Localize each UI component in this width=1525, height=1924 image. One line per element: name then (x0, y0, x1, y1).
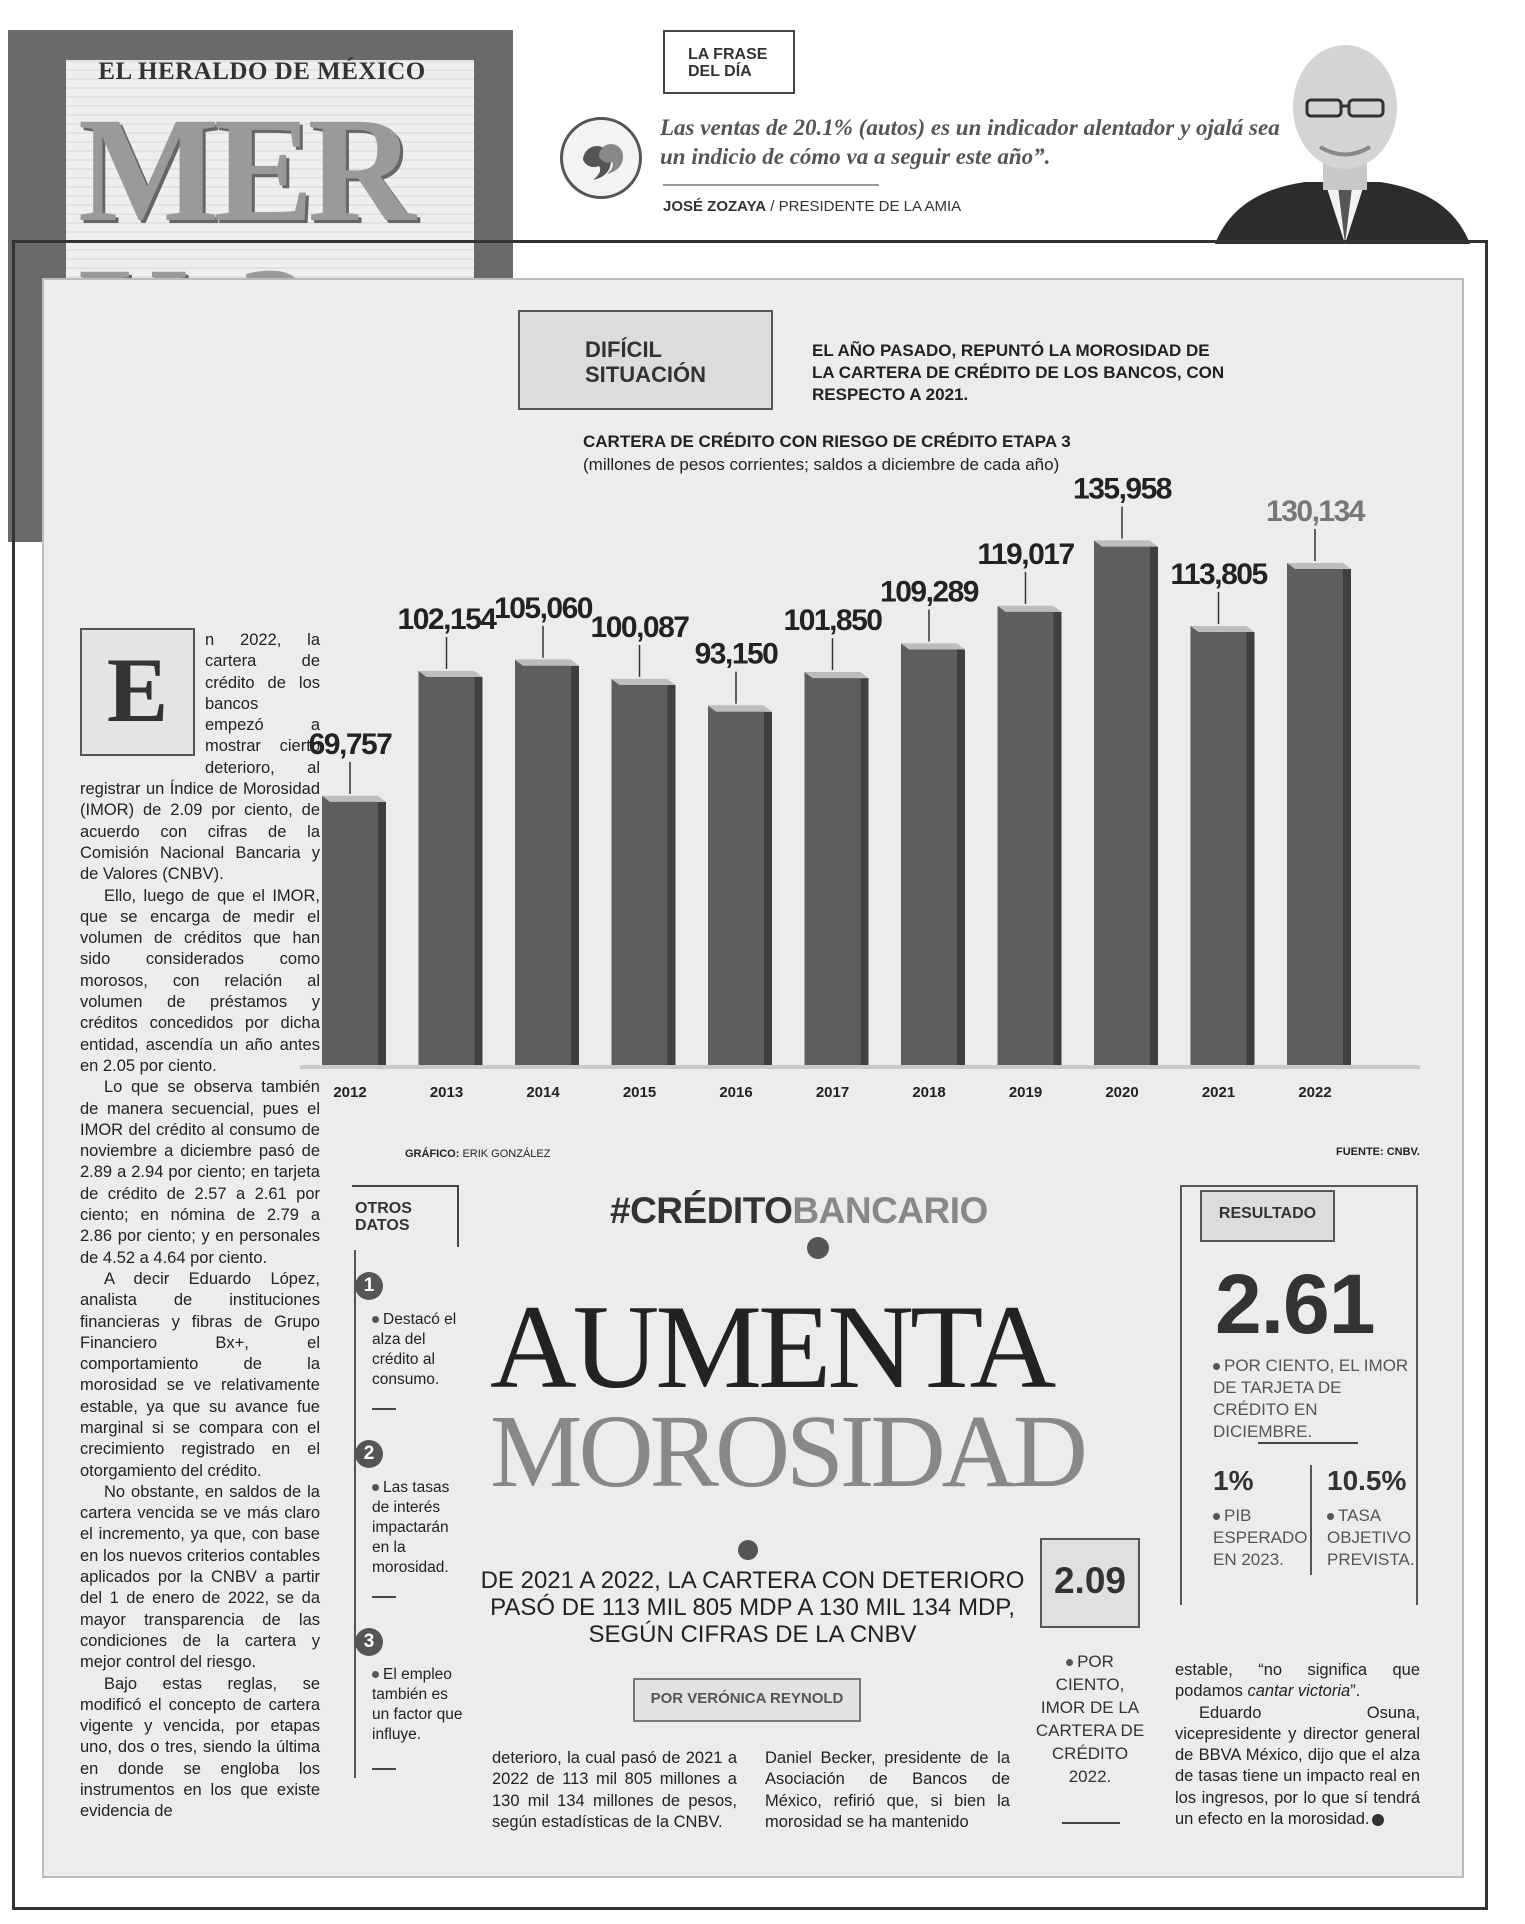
article-column: deterioro, la cual pasó de 2021 a 2022 de 113 mil 805 millones a 130 mil 134 millones de pesos, según estadísticas de la CNBV. (492, 1749, 737, 1831)
paragraph: Lo que se observa también de manera secuencial, pues el IMOR del crédito al consumo de noviembre a diciembre pasó de 2.89 a 2.94 por ciento; en tarjeta de crédito de 2.57 a 2.61 por ciento; en nómina de 2.79 a 2.86 por ciento; y en personales de 4.52 a 4.64 por ciento. (80, 1078, 320, 1267)
bar-top (1287, 563, 1351, 569)
resultado-text-b (1327, 1505, 1422, 1571)
end-mark-icon (1372, 1814, 1384, 1826)
paragraph: No obstante, en saldos de la cartera vencida se ve más claro el incremento, ya que, con base en los nuevos criterios contables aplicados por la CNBV a partir del 1 de enero de 2022, se da mayor transparencia de las condiciones de la cartera y mejor control del riesgo. (80, 1482, 320, 1672)
otros-item-text: Las tasas de interés impactarán en la morosidad. (372, 1479, 450, 1576)
divider (354, 1250, 356, 1778)
bullet-icon (1213, 1363, 1220, 1370)
data-label: 100,087 (590, 610, 689, 644)
x-tick-label: 2016 (719, 1084, 753, 1101)
resultado-value-a: 1% (1213, 1465, 1254, 1496)
otros-item (372, 1478, 467, 1578)
bullet-icon (1213, 1513, 1220, 1520)
data-label: 135,958 (1073, 472, 1171, 506)
chart-baseline (300, 1065, 1420, 1069)
resultado-description-a: PIB ESPERADO EN 2023. (1213, 1506, 1308, 1569)
chart-subtitle: (millones de pesos corrientes; saldos a diciembre de cada año) (583, 455, 1060, 474)
divider (663, 184, 879, 186)
bar-top (1094, 541, 1158, 547)
source-credit: FUENTE: CNBV. (1336, 1146, 1420, 1158)
chart-title: CARTERA DE CRÉDITO CON RIESGO DE CRÉDITO ETAPA 3 (583, 432, 1071, 451)
bar-top (708, 706, 772, 712)
headline-line2: MOROSIDAD (490, 1394, 1084, 1509)
bar-top (998, 606, 1062, 612)
x-tick-label: 2019 (1008, 1084, 1043, 1101)
bar-top (805, 672, 869, 678)
bar-top (901, 643, 965, 649)
graphic-credit (405, 1148, 550, 1160)
divider (1062, 1822, 1120, 1824)
bar-side (861, 678, 869, 1065)
resultado-main-description: POR CIENTO, EL IMOR DE TARJETA DE CRÉDITO EN DICIEMBRE. (1213, 1356, 1409, 1441)
bar-side (764, 712, 772, 1065)
newspaper-name: EL HERALDO DE MÉXICO (98, 58, 426, 85)
divider (1258, 1442, 1358, 1444)
item-number: 2 (355, 1440, 383, 1468)
data-label: 101,850 (783, 604, 882, 638)
graphic-credit-name: ERIK GONZÁLEZ (459, 1148, 551, 1160)
x-tick-label: 2013 (429, 1084, 464, 1101)
bullet-icon (1066, 1659, 1073, 1666)
resultado-main-value: 2.61 (1215, 1257, 1375, 1351)
bullet-icon (1327, 1513, 1334, 1520)
bullet-icon (372, 1484, 379, 1491)
bullet-icon (372, 1671, 379, 1678)
column-text: estable, “no significa que podamos (1175, 1661, 1420, 1701)
bar-side (571, 666, 579, 1065)
infographic-intro: EL AÑO PASADO, REPUNTÓ LA MOROSIDAD DE LA CARTERA DE CRÉDITO DE LOS BANCOS, CON RESPECTO A 2021. (812, 341, 1225, 404)
column-text: Eduardo Osuna, vicepresidente y director general de BBVA México, dijo que el alza de tasas tiene un impacto real en los ingresos, por lo que sí tendrá un efecto en la morosidad. (1175, 1703, 1420, 1829)
bar-side (378, 802, 386, 1065)
paragraph: Bajo estas reglas, se modificó el concepto de cartera vigente y vencida, por etapas uno, dos o tres, siendo la última en donde se engloba los instrumentos en los que existe evidencia de (80, 1674, 320, 1821)
bar (805, 672, 861, 1065)
bar-side (668, 685, 676, 1065)
column-text: ”. (1350, 1682, 1361, 1701)
data-label: 119,017 (977, 537, 1074, 571)
data-label: 109,289 (880, 575, 978, 609)
bar (998, 606, 1054, 1065)
resultado-value-b: 10.5% (1327, 1465, 1407, 1496)
infographic-badge: DIFÍCIL SITUACIÓN (585, 337, 706, 387)
dot-ornament (807, 1237, 829, 1259)
data-label: 93,150 (694, 637, 778, 671)
bullet-icon (372, 1316, 379, 1323)
stat-text (1035, 1650, 1145, 1788)
dot-ornament (738, 1540, 758, 1560)
author-title: / PRESIDENTE DE LA AMIA (766, 198, 962, 215)
data-label: 69,757 (308, 727, 392, 761)
bar-side (475, 677, 483, 1065)
x-tick-label: 2012 (333, 1084, 367, 1101)
resultado-label: RESULTADO (1218, 1205, 1317, 1222)
bar (612, 679, 668, 1065)
x-tick-label: 2017 (815, 1084, 850, 1101)
bar-top (1191, 626, 1255, 632)
hashtag-dark: #CRÉDITO (610, 1190, 793, 1231)
otros-item-text: El empleo también es un factor que influye. (372, 1666, 463, 1743)
dropcap: E (106, 639, 169, 741)
quote-author (663, 198, 961, 215)
item-number: 3 (355, 1628, 383, 1656)
bar-top (515, 660, 579, 666)
otros-item (372, 1310, 467, 1390)
column-italic: cantar victoria (1247, 1682, 1351, 1701)
otros-datos-label: OTROS DATOS (355, 1200, 412, 1234)
quote-icon (560, 117, 642, 199)
author-name: JOSÉ ZOZAYA (663, 198, 767, 215)
x-tick-label: 2020 (1105, 1084, 1139, 1101)
resultado-text-a (1213, 1505, 1308, 1571)
headline-deck: DE 2021 A 2022, LA CARTERA CON DETERIORO PASÓ DE 113 MIL 805 MDP A 130 MIL 134 MDP, SEGÚN CIFRAS DE LA CNBV (480, 1567, 1025, 1648)
divider (372, 1408, 396, 1410)
article-column (1175, 1660, 1420, 1830)
bar-top (419, 671, 483, 677)
x-tick-label: 2021 (1201, 1084, 1236, 1101)
divider (372, 1768, 396, 1770)
headline-line1: AUMENTA (490, 1280, 1053, 1413)
resultado-description-b: TASA OBJETIVO PREVISTA. (1327, 1506, 1415, 1569)
bar-chart (300, 470, 1420, 1110)
bar (322, 796, 378, 1065)
bar-side (1150, 547, 1158, 1065)
quote-label: LA FRASE DEL DÍA (688, 46, 768, 80)
data-label: 105,060 (494, 591, 592, 625)
otros-item (372, 1665, 467, 1745)
paragraph: Ello, luego de que el IMOR, que se encarga de medir el volumen de créditos que han sido considerados como morosos, con relación al volumen de préstamos y créditos concedidos por dicha entidad, ascendía un año antes en 2.05 por ciento. (80, 886, 320, 1075)
paragraph: A decir Eduardo López, analista de instituciones financieras y fibras de Grupo Financiero Bx+, el comportamiento de la morosidad se ve relativamente estable, ya que su avance fue marginal si se compara con el crecimiento registrado en el otorgamiento del crédito. (80, 1269, 320, 1480)
x-tick-label: 2015 (622, 1084, 657, 1101)
data-label: 113,805 (1170, 558, 1267, 592)
bar-top (322, 796, 386, 802)
byline: POR VERÓNICA REYNOLD (650, 1690, 844, 1707)
bar (1094, 541, 1150, 1065)
hashtag (610, 1190, 988, 1232)
bar-side (957, 649, 965, 1065)
x-tick-label: 2022 (1298, 1084, 1332, 1101)
bar-side (1343, 569, 1351, 1065)
bar (901, 643, 957, 1065)
bar-side (1054, 612, 1062, 1065)
x-tick-label: 2014 (526, 1084, 560, 1101)
otros-item-text: Destacó el alza del crédito al consumo. (372, 1311, 457, 1388)
data-label: 130,134 (1266, 495, 1364, 529)
paragraph: n 2022, la cartera de crédito de los bancos empezó a mostrar cierto deterioro, al registrar un Índice de Morosidad (IMOR) de 2.09 por ciento, de acuerdo con cifras de la Comisión Nacional Bancaria y de Valores (CNBV). (80, 631, 320, 884)
quote-text: Las ventas de 20.1% (autos) es un indicador alentador y ojalá sea un indicio de cómo va a seguir este año”. (660, 115, 1280, 169)
divider (1310, 1465, 1312, 1575)
divider (372, 1596, 396, 1598)
data-label: 102,154 (397, 602, 496, 636)
graphic-credit-label: GRÁFICO: (405, 1148, 460, 1160)
x-tick-label: 2018 (912, 1084, 946, 1101)
author-photo (1195, 22, 1490, 244)
stat-description: POR CIENTO, IMOR DE LA CARTERA DE CRÉDITO 2022. (1035, 1652, 1145, 1786)
stat-value: 2.09 (1053, 1560, 1126, 1601)
resultado-main-text (1213, 1355, 1413, 1443)
bar-top (612, 679, 676, 685)
article-column: Daniel Becker, presidente de la Asociación de Bancos de México, refirió que, si bien la morosidad se ha mantenido (765, 1749, 1010, 1831)
bar (708, 706, 764, 1065)
bar (1191, 626, 1247, 1065)
article-body (80, 630, 320, 1823)
bar (515, 660, 571, 1065)
bar-side (1247, 632, 1255, 1065)
bar (419, 671, 475, 1065)
bar (1287, 563, 1343, 1065)
hashtag-light: BANCARIO (792, 1190, 988, 1231)
section-title-line1: MER (78, 87, 410, 253)
item-number: 1 (355, 1272, 383, 1300)
